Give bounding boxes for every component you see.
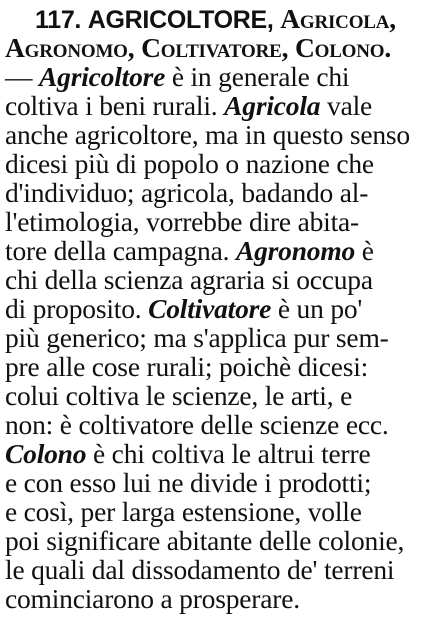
body-text: coltiva i beni rurali.: [5, 90, 225, 121]
body-line-18: e così, per larga estensione, volle: [5, 496, 362, 527]
body-text: vale: [320, 90, 373, 121]
body-line-6: dicesi più di popolo o nazione che: [5, 148, 374, 179]
body-text: è un po': [271, 293, 363, 324]
entry-headword: AGRICOLTORE,: [87, 6, 274, 34]
body-text: tore della campagna.: [5, 235, 236, 266]
term-agricoltore: Agricoltore: [39, 61, 166, 92]
body-line-4: [5, 91, 372, 121]
body-line-3: [5, 62, 349, 92]
body-line-15: non: è coltivatore delle scienze ecc.: [5, 409, 389, 440]
entry-synonyms-line: Agronomo, Coltivatore, Colono.: [5, 32, 392, 63]
body-line-19: poi significare abitante delle colonie,: [5, 525, 405, 556]
body-text: è: [355, 235, 374, 266]
term-coltivatore: Coltivatore: [148, 293, 272, 324]
body-line-9: [5, 236, 374, 266]
body-line-20: le quali dal dissodamento de' terreni: [5, 554, 395, 585]
body-line-17: e con esso lui ne divide i prodotti;: [5, 467, 372, 498]
entry-synonym-agricola: Agricola,: [280, 3, 396, 34]
body-text: è in generale chi: [165, 61, 350, 92]
entry-number: 117.: [35, 6, 82, 34]
body-text: di proposito.: [5, 293, 149, 324]
body-text: è chi coltiva le altrui terre: [86, 438, 371, 469]
term-agricola: Agricola: [224, 90, 321, 121]
em-dash: —: [5, 61, 33, 92]
body-line-5: anche agricoltore, ma in questo senso: [5, 119, 410, 150]
body-line-11: [5, 294, 362, 324]
body-line-12: più generico; ma s'applica pur sem-: [5, 322, 389, 353]
body-line-13: pre alle cose rurali; poichè dicesi:: [5, 351, 369, 382]
entry-heading: [35, 4, 396, 35]
body-line-14: colui coltiva le scienze, le arti, e: [5, 380, 353, 411]
body-line-8: l'etimologia, vorrebbe dire abita-: [5, 206, 359, 237]
term-agronomo: Agronomo: [235, 235, 356, 266]
body-line-7: d'individuo; agricola, badando al-: [5, 177, 369, 208]
term-colono: Colono: [5, 438, 87, 469]
body-line-21: cominciarono a prosperare.: [5, 583, 300, 614]
body-line-16: [5, 439, 370, 469]
body-line-10: chi della scienza agraria si occupa: [5, 264, 373, 295]
